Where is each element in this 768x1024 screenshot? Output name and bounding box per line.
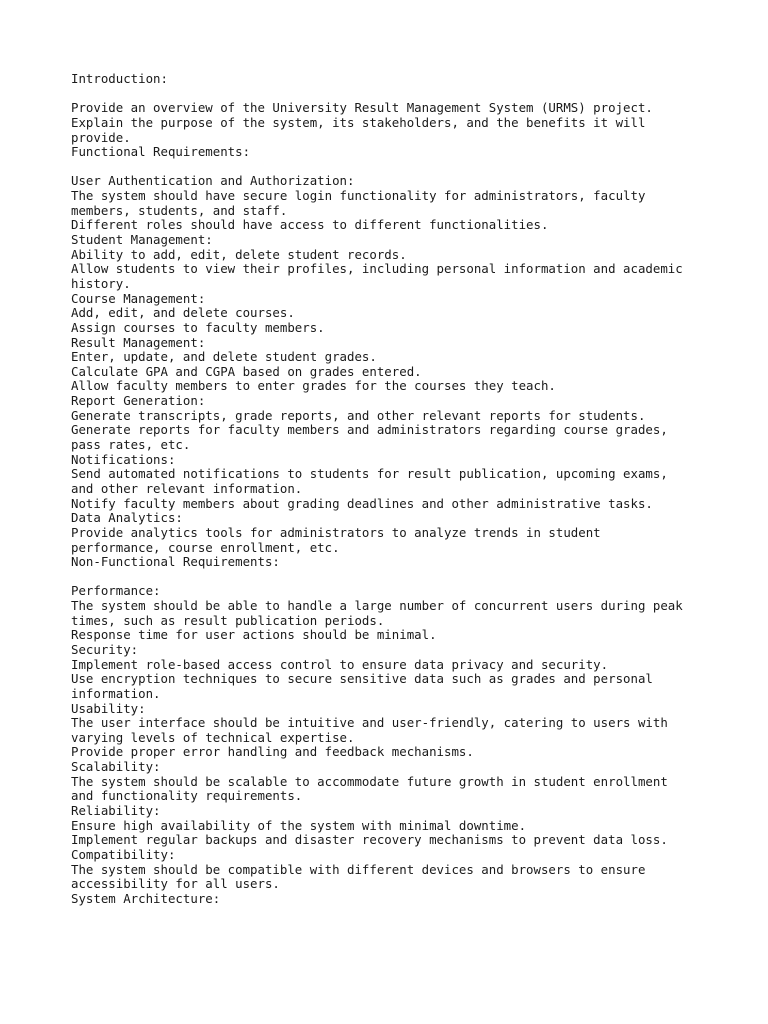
text-line: and functionality requirements. [71,788,303,804]
text-line: Response time for user actions should be minimal. [71,627,437,643]
text-line: times, such as result publication periods. [71,612,385,628]
blank-line [71,87,751,102]
text-line: Use encryption techniques to secure sensitive data such as grades and personal [71,671,653,687]
text-line: Generate reports for faculty members and administrators regarding course grades, [71,422,668,438]
text-line: The user interface should be intuitive and user-friendly, catering to users with [71,715,668,731]
text-line: Non-Functional Requirements: [71,554,280,570]
text-line: information. [71,685,161,701]
text-line: Result Management: [71,334,206,350]
text-line: Ensure high availability of the system with minimal downtime. [71,817,527,833]
text-line: Ability to add, edit, delete student records. [71,246,407,262]
text-line: Implement role-based access control to ensure data privacy and security. [71,656,609,672]
text-line: performance, course enrollment, etc. [71,539,340,555]
text-line: Enter, update, and delete student grades. [71,349,377,365]
text-line: history. [71,275,131,291]
blank-line [71,160,751,175]
text-line: Introduction: [71,71,168,86]
text-line: The system should have secure login functionality for administrators, faculty [71,188,646,204]
text-line: Functional Requirements: [71,144,251,160]
text-line: Send automated notifications to students for result publication, upcoming exams, [71,466,668,482]
text-line: Report Generation: [71,393,206,409]
text-line: The system should be scalable to accommodate future growth in student enrollment [71,773,668,789]
text-line: Compatibility: [71,846,176,862]
text-line: Notify faculty members about grading deadlines and other administrative tasks. [71,495,653,511]
text-line: accessibility for all users. [71,876,280,892]
text-line: The system should be able to handle a large number of concurrent users during peak [71,598,683,614]
text-line: Data Analytics: [71,510,183,526]
text-line: Usability: [71,700,146,716]
text-line: Provide an overview of the University Result Management System (URMS) project. [71,100,653,116]
text-line: The system should be compatible with different devices and browsers to ensure [71,861,646,877]
text-line: Provide analytics tools for administrators to analyze trends in student [71,524,601,540]
text-line: Explain the purpose of the system, its stakeholders, and the benefits it will [71,114,646,130]
text-line: Different roles should have access to different functionalities. [71,217,549,233]
text-line: members, students, and staff. [71,202,288,218]
text-line: pass rates, etc. [71,437,191,453]
text-line: Student Management: [71,232,213,248]
text-line: Provide proper error handling and feedback mechanisms. [71,744,474,760]
text-line: Allow faculty members to enter grades for the courses they teach. [71,378,556,394]
text-line: System Architecture: [71,890,221,906]
text-line: and other relevant information. [71,480,303,496]
text-line: provide. [71,129,131,145]
text-line: Scalability: [71,759,161,775]
blank-line [71,570,751,585]
text-line: Allow students to view their profiles, including personal information and academic [71,261,683,277]
text-line: User Authentication and Authorization: [71,173,355,189]
text-line: Notifications: [71,451,176,467]
text-line: Implement regular backups and disaster recovery mechanisms to prevent data loss. [71,832,668,848]
text-line: Reliability: [71,803,161,819]
text-line: Course Management: [71,290,206,306]
text-line: Assign courses to faculty members. [71,319,325,335]
text-line: Calculate GPA and CGPA based on grades entered. [71,363,422,379]
text-line: varying levels of technical expertise. [71,729,355,745]
text-line: Add, edit, and delete courses. [71,305,295,321]
text-line: Security: [71,641,139,657]
text-line: Performance: [71,583,161,599]
document-body [71,72,751,907]
text-line: Generate transcripts, grade reports, and other relevant reports for students. [71,407,646,423]
